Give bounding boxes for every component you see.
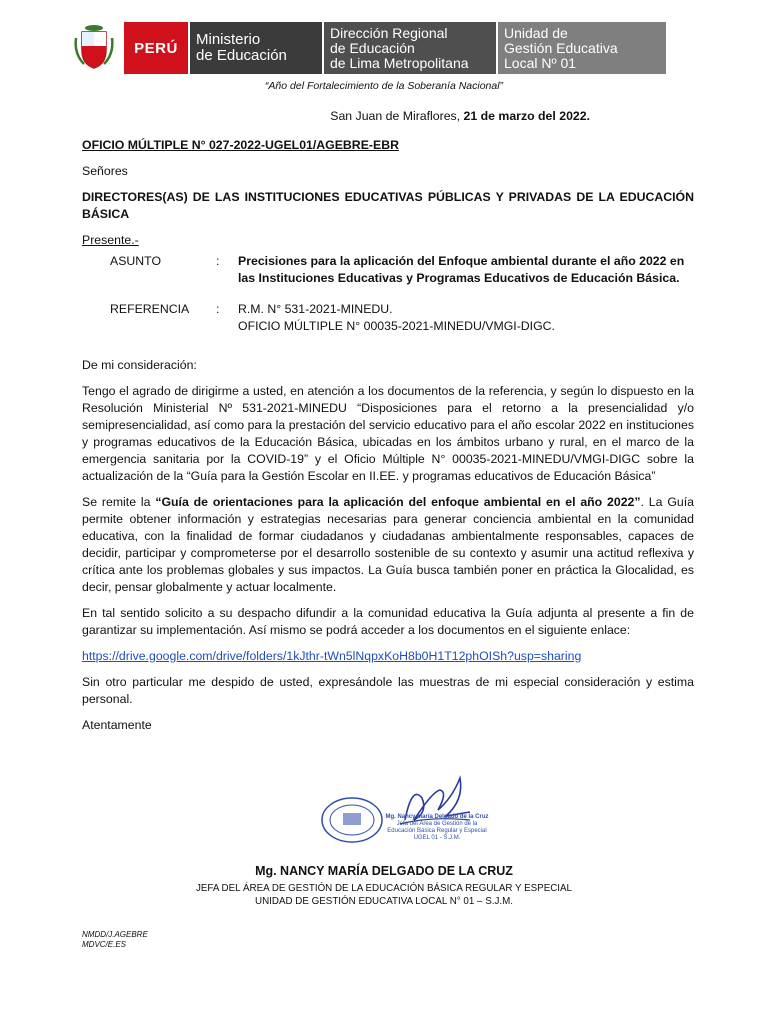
referencia-line-1: R.M. N° 531-2021-MINEDU. [238, 302, 393, 316]
peru-logo [124, 22, 188, 74]
dre-block [324, 22, 496, 74]
date-value: 21 de marzo del 2022. [463, 109, 590, 123]
signature-area [0, 770, 768, 860]
initials-line-1: NMDD/J.AGEBRE [82, 930, 148, 939]
reference-initials [82, 930, 148, 950]
country-label: PERÚ [134, 39, 178, 57]
stamp-line-2: Jefa del Área de Gestión de la [396, 821, 478, 827]
ministry-line-2: de Educación [196, 47, 287, 64]
presente: Presente.- [82, 233, 139, 247]
paragraph-2-post: . La Guía permite obtener información y estrategias necesarias para generar conciencia ambiental en la comunidad educativa, con la finalidad de formar ciudadanos y ciudadanas ambientalmente responsables, capaces de decidir, participar y comprometerse por el desarrollo sostenible de su contexto y asumir una actitud reflexiva y crítica ante los problemas globales y sus impactos. La Guía busca también poner en práctica la Glocalidad, es decir, pensar globalmente y actuar localmente. [82, 495, 694, 594]
oficio-number: OFICIO MÚLTIPLE N° 027-2022-UGEL01/AGEBRE-EBR [82, 138, 399, 152]
stamp-line-1: Mg. Nancy María Delgado de la Cruz [385, 814, 489, 820]
document-body [82, 108, 694, 743]
referencia-text [238, 301, 694, 349]
paragraph-1: Tengo el agrado de dirigirme a usted, en atención a los documentos de la referencia, y según lo dispuesto en la Resolución Ministerial Nº 531-2021-MINEDU “Disposiciones para el retorno a la presencialidad y/o semipresencialidad, así como para la prestación del servicio educativo para el año escolar 2022 en instituciones y programas educativos de la Educación Básica, ubicadas en los ámbitos urbano y rural, en el marco de la emergencia sanitaria por la COVID-19” y el Oficio Múltiple N° 00035-2021-MINEDU/VMGI-DIGC sobre la actualización de la “Guía para la Gestión Escolar en II.EE. y programas educativos de Educación Básica” [82, 384, 694, 483]
closing: Atentamente [82, 718, 152, 732]
ugel-line-1: Unidad de [504, 24, 568, 41]
asunto-text: Precisiones para la aplicación del Enfoque ambiental durante el año 2022 en las Instituciones Educativas y Programas Educativos de Educación Básica. [238, 254, 685, 285]
dre-line-2: de Educación [330, 39, 415, 56]
signer-title-2: UNIDAD DE GESTIÓN EDUCATIVA LOCAL N° 01 – S.J.M. [255, 896, 513, 907]
signer-name: Mg. NANCY MARÍA DELGADO DE LA CRUZ [255, 864, 513, 878]
ministry-block [190, 22, 322, 74]
referencia-colon: : [216, 302, 220, 316]
subject-reference-table [110, 253, 694, 349]
ugel-line-2: Gestión Educativa [504, 39, 618, 56]
stamp-text [382, 814, 492, 842]
salutation: Señores [82, 164, 128, 178]
dre-line-3: de Lima Metropolitana [330, 54, 469, 71]
drive-link[interactable]: https://drive.google.com/drive/folders/1kJthr-tWn5lNqpxKoH8b0H1T12phOISh?usp=sharing [82, 649, 582, 663]
date-prefix: San Juan de Miraflores, [330, 109, 464, 123]
signer-title-1: JEFA DEL ÁREA DE GESTIÓN DE LA EDUCACIÓN BÁSICA REGULAR Y ESPECIAL [195, 883, 573, 894]
stamp-line-4: UGEL 01 - S.J.M. [413, 835, 461, 841]
date-line [82, 108, 694, 125]
dre-line-1: Dirección Regional [330, 24, 448, 41]
letterhead [70, 22, 666, 74]
ministry-line-1: Ministerio [196, 31, 261, 48]
coat-of-arms-icon [70, 22, 118, 74]
referencia-row [110, 301, 694, 349]
signature-block [0, 864, 768, 908]
paragraph-2 [82, 494, 694, 596]
paragraph-2-pre: Se remite la [82, 495, 156, 509]
year-motto: “Año del Fortalecimiento de la Soberanía Nacional” [264, 80, 504, 92]
paragraph-4: Sin otro particular me despido de usted, expresándole las muestras de mi especial consideración y estima personal. [82, 675, 694, 706]
drive-link-line [82, 648, 694, 665]
referencia-line-2: OFICIO MÚLTIPLE N° 00035-2021-MINEDU/VMGI-DIGC. [238, 319, 555, 333]
ugel-block [498, 22, 666, 74]
stamp-line-3: Educación Básica Regular y Especial [387, 828, 487, 834]
paragraph-3: En tal sentido solicito a su despacho difundir a la comunidad educativa la Guía adjunta al presente a fin de garantizar su implementación. Así mismo se podrá acceder a los documentos en el siguiente enlace: [82, 606, 694, 637]
greeting: De mi consideración: [82, 358, 197, 372]
ugel-line-3: Local Nº 01 [504, 54, 577, 71]
recipients: DIRECTORES(AS) DE LAS INSTITUCIONES EDUCATIVAS PÚBLICAS Y PRIVADAS DE LA EDUCACIÓN BÁSICA [82, 190, 694, 221]
referencia-label: REFERENCIA [110, 302, 190, 316]
asunto-label: ASUNTO [110, 254, 162, 268]
initials-line-2: MDVC/E.ES [82, 940, 127, 949]
asunto-row [110, 253, 694, 301]
guide-title: “Guía de orientaciones para la aplicación del enfoque ambiental en el año 2022” [155, 495, 641, 509]
seal-icon [322, 798, 382, 842]
asunto-colon: : [216, 254, 220, 268]
